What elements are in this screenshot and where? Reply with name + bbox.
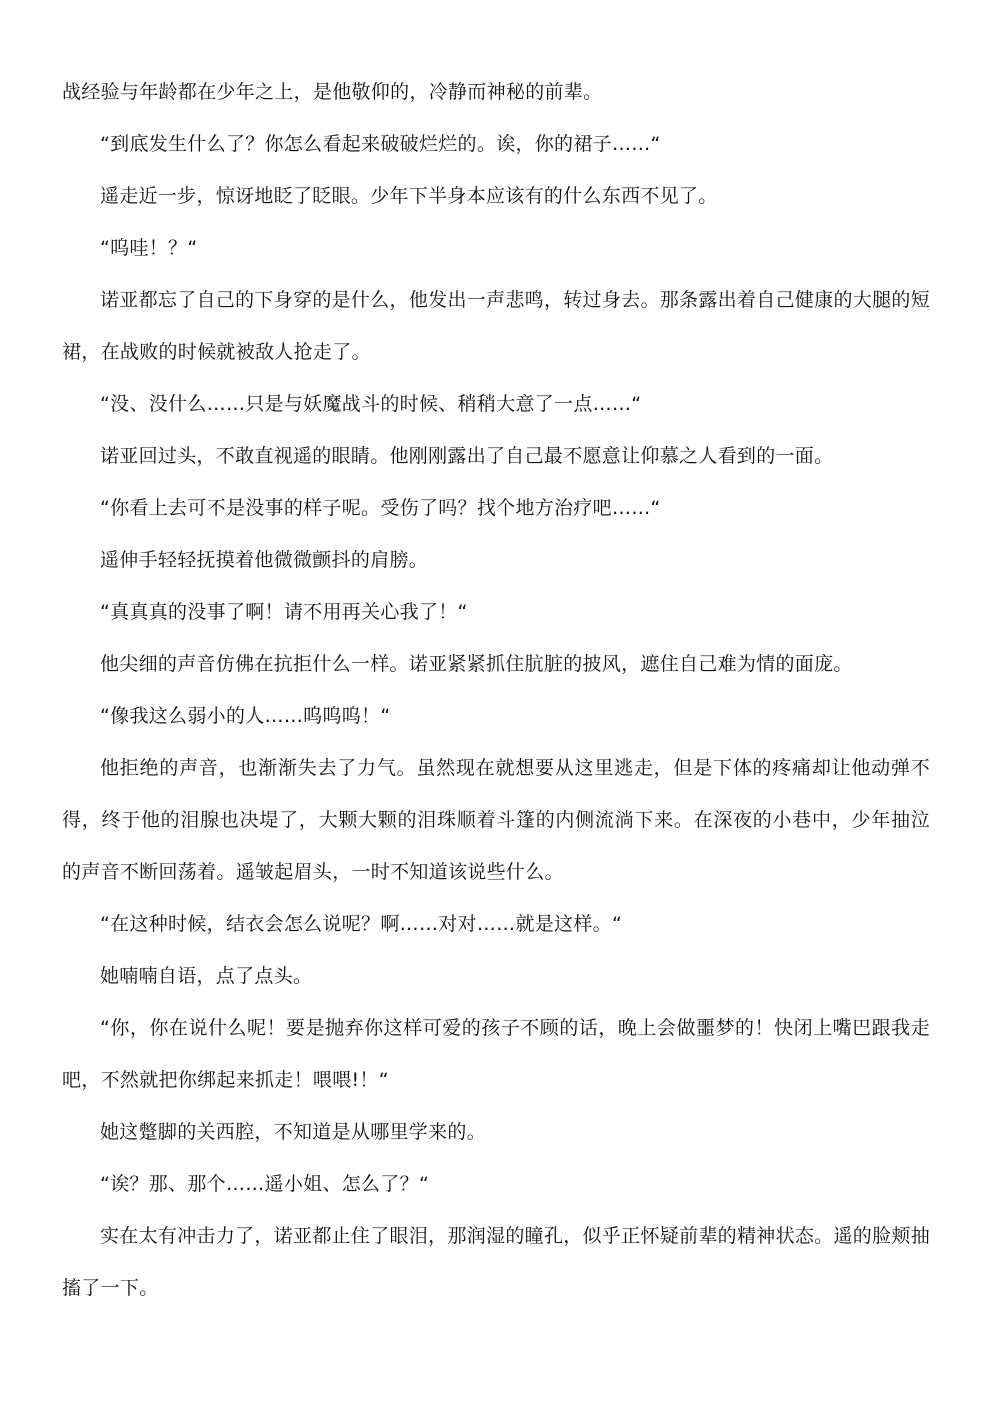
paragraph-dialogue: “你，你在说什么呢！要是抛弃你这样可爱的孩子不顾的话，晚上会做噩梦的！快闭上嘴巴跟我走吧，不然就把你绑起来抓走！喂喂!！“ (62, 1017, 930, 1091)
paragraph-dialogue: “没、没什么……只是与妖魔战斗的时候、稍稍大意了一点……“ (100, 393, 642, 415)
paragraph-dialogue: “诶？那、那个……遥小姐、怎么了？“ (100, 1173, 430, 1195)
paragraph-dialogue: “真真真的没事了啊！请不用再关心我了！“ (100, 601, 468, 623)
paragraph-continuation: 战经验与年龄都在少年之上，是他敬仰的，冷静而神秘的前辈。 (62, 81, 603, 103)
paragraph-narration: 诺亚回过头，不敢直视遥的眼睛。他刚刚露出了自己最不愿意让仰慕之人看到的一面。 (100, 445, 834, 467)
paragraph-dialogue: “呜哇！？“ (100, 237, 198, 259)
document-body (62, 66, 930, 1314)
paragraph-narration: 诺亚都忘了自己的下身穿的是什么，他发出一声悲鸣，转过身去。那条露出着自己健康的大腿的短裙，在战败的时候就被敌人抢走了。 (62, 289, 930, 363)
paragraph-dialogue: “到底发生什么了？你怎么看起来破破烂烂的。诶，你的裙子……“ (100, 133, 661, 155)
paragraph-dialogue: “你看上去可不是没事的样子呢。受伤了吗？找个地方治疗吧……“ (100, 497, 661, 519)
paragraph-narration: 遥走近一步，惊讶地眨了眨眼。少年下半身本应该有的什么东西不见了。 (100, 185, 718, 207)
paragraph-narration: 她喃喃自语，点了点头。 (100, 965, 313, 987)
paragraph-narration: 实在太有冲击力了，诺亚都止住了眼泪，那润湿的瞳孔，似乎正怀疑前辈的精神状态。遥的脸颊抽搐了一下。 (62, 1225, 930, 1299)
paragraph-dialogue: “在这种时候，结衣会怎么说呢？啊……对对……就是这样。“ (100, 913, 623, 935)
paragraph-dialogue: “像我这么弱小的人……呜呜呜！“ (100, 705, 391, 727)
paragraph-narration: 他拒绝的声音，也渐渐失去了力气。虽然现在就想要从这里逃走，但是下体的疼痛却让他动弹不得，终于他的泪腺也决堤了，大颗大颗的泪珠顺着斗篷的内侧流淌下来。在深夜的小巷中，少年抽泣的声音不断回荡着。遥皱起眉头，一时不知道该说些什么。 (62, 757, 930, 883)
paragraph-narration: 遥伸手轻轻抚摸着他微微颤抖的肩膀。 (100, 549, 429, 571)
paragraph-narration: 他尖细的声音仿佛在抗拒什么一样。诺亚紧紧抓住肮脏的披风，遮住自己难为情的面庞。 (100, 653, 853, 675)
paragraph-narration: 她这蹩脚的关西腔，不知道是从哪里学来的。 (100, 1121, 487, 1143)
